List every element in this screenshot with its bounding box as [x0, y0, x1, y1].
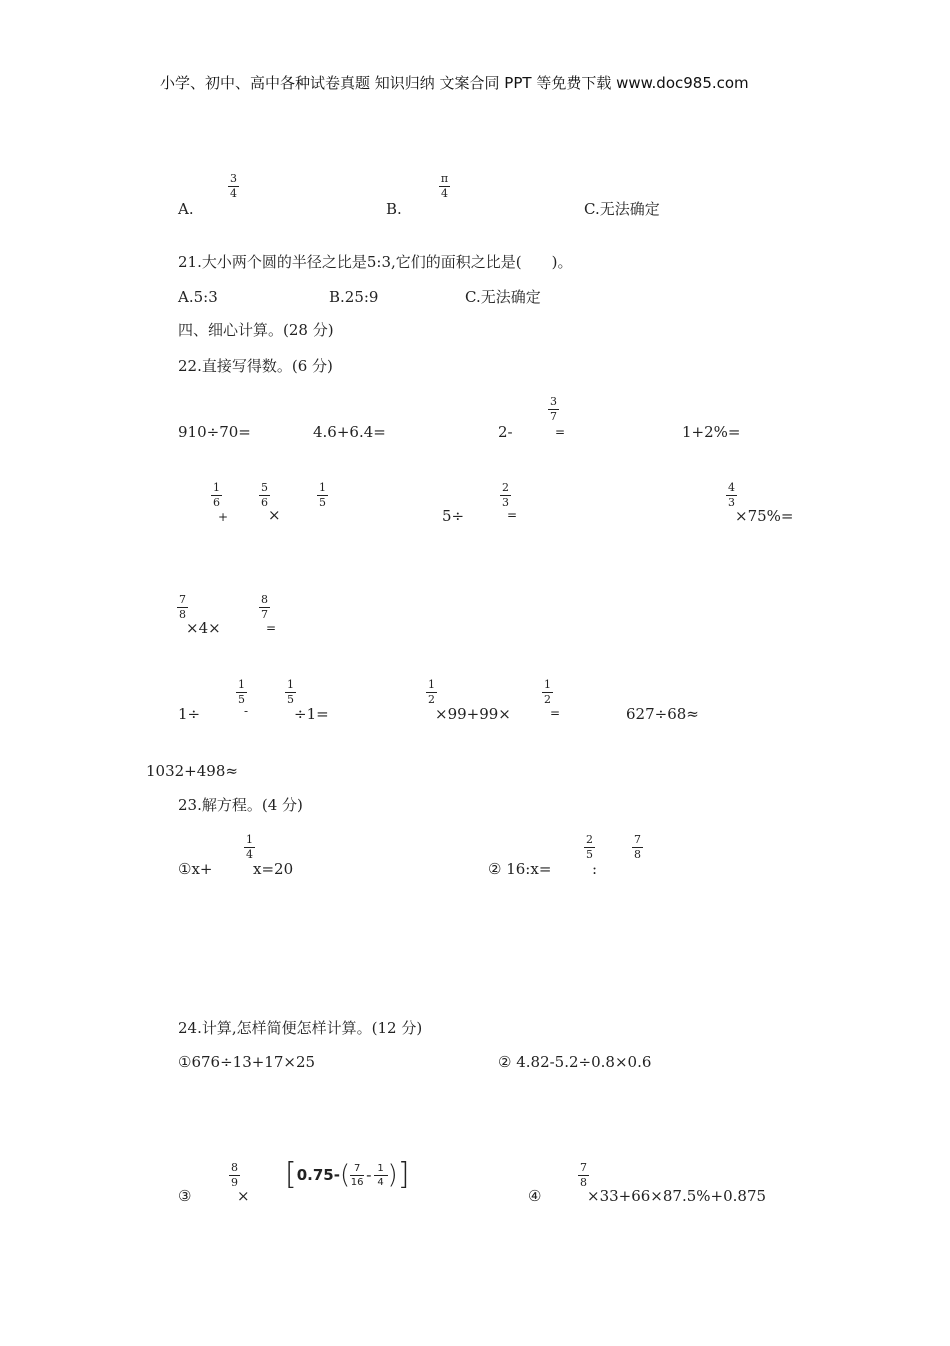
fraction: π 4 — [440, 172, 449, 200]
option-a: A.5:3 — [178, 288, 218, 306]
fraction: 5 6 — [261, 481, 268, 509]
fraction: 8 9 — [231, 1161, 238, 1189]
expr: 2- — [498, 423, 513, 441]
expr: × — [268, 506, 281, 524]
option-c: C.无法确定 — [465, 288, 541, 306]
calc-3-label: ③ — [178, 1187, 192, 1205]
equation-1: ①x+ — [178, 860, 213, 878]
expr: ÷1= — [294, 705, 329, 723]
fraction: 8 7 — [261, 593, 268, 621]
question-24: 24.计算,怎样简便怎样计算。(12 分) — [178, 1019, 423, 1037]
expr: 4.6+6.4= — [313, 423, 386, 441]
option-a-label: A. — [178, 200, 194, 218]
question-21: 21.大小两个圆的半径之比是5:3,它们的面积之比是( )。 — [178, 253, 573, 271]
fraction: 4 3 — [728, 481, 735, 509]
page-header: 小学、初中、高中各种试卷真题 知识归纳 文案合同 PPT 等免费下载 www.doc985.com — [160, 74, 749, 92]
equation-1: x=20 — [253, 860, 294, 878]
expr: = — [266, 621, 277, 635]
expr: 1032+498≈ — [146, 762, 238, 780]
expr: 627÷68≈ — [626, 705, 699, 723]
expr: 910÷70= — [178, 423, 251, 441]
option-c: C.无法确定 — [584, 200, 660, 218]
calc-3: × — [237, 1187, 250, 1205]
fraction: 1 2 — [428, 678, 435, 706]
fraction: 1 5 — [319, 481, 326, 509]
equation-2: : — [592, 860, 598, 878]
expr: = — [550, 706, 561, 720]
expr: - — [244, 704, 249, 718]
expr: 1+2%= — [682, 423, 741, 441]
expr: = — [507, 508, 518, 522]
expr: ×4× — [186, 619, 221, 637]
question-23: 23.解方程。(4 分) — [178, 796, 303, 814]
equation-2: ② 16:x= — [488, 860, 552, 878]
fraction: 7 8 — [634, 833, 641, 861]
calc-2: ② 4.82-5.2÷0.8×0.6 — [498, 1053, 652, 1071]
expr: = — [555, 425, 566, 439]
fraction: 1 5 — [238, 678, 245, 706]
option-b-label: B. — [386, 200, 402, 218]
section-heading: 四、细心计算。(28 分) — [178, 321, 334, 339]
fraction: 3 4 — [230, 172, 237, 200]
fraction: 7 8 — [179, 593, 186, 621]
fraction: 2 3 — [502, 481, 509, 509]
expr: ×99+99× — [435, 705, 511, 723]
fraction: 3 7 — [550, 395, 557, 423]
expr: + — [218, 510, 229, 524]
expr: 1÷ — [178, 705, 201, 723]
expr: ×75%= — [735, 507, 794, 525]
calc-4: ×33+66×87.5%+0.875 — [587, 1187, 767, 1205]
fraction: 2 5 — [586, 833, 593, 861]
calc-4-label: ④ — [528, 1187, 542, 1205]
bracket-expression: [ 0.75- ( 7 16 - 1 4 ) ] — [285, 1157, 410, 1192]
fraction: 1 2 — [544, 678, 551, 706]
fraction: 7 8 — [580, 1161, 587, 1189]
fraction: 1 5 — [287, 678, 294, 706]
question-22: 22.直接写得数。(6 分) — [178, 357, 333, 375]
fraction: 1 4 — [246, 833, 253, 861]
calc-1: ①676÷13+17×25 — [178, 1053, 316, 1071]
expr: 5÷ — [442, 507, 465, 525]
option-b: B.25:9 — [329, 288, 379, 306]
fraction: 1 6 — [213, 481, 220, 509]
